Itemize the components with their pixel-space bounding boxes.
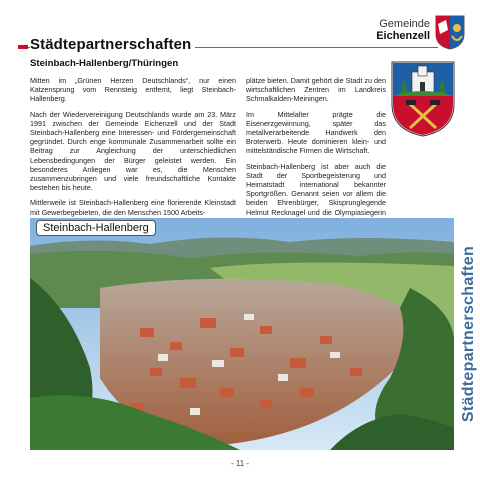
text-column-left	[30, 76, 236, 223]
paragraph: Mittlerweile ist Steinbach-Hallenberg eine florierende Kleinstadt mit Gewerbegebieten, die den Menschen 1500 Arbeits-	[30, 198, 236, 217]
paragraph: Mitten im „Grünen Herzen Deutschlands“, nur einen Katzensprung vom Rennsteig entfernt, liegt Steinbach-Hallenberg.	[30, 76, 236, 104]
paragraph: Im Mittelalter prägte die Eisenerzgewinnung, später das metallverarbeitende Handwerk den Broterwerb. Heute dominieren klein- und mittelständische Firmen die Wirtschaft.	[246, 109, 386, 156]
page-number: - 11 -	[230, 459, 250, 468]
article-subheading: Steinbach-Hallenberg/Thüringen	[30, 58, 179, 69]
brand-line2: Eichenzell	[376, 30, 430, 42]
paragraph: Nach der Wiedervereinigung Deutschlands wurde am 23. März 1991 zwischen der Gemeinde Eichenzell und der Stadt Steinbach-Hallenberg eine Interessen- und Fördergemeinschaft gegründet. Durch enge kommunale Zusammenarbeit sollte ein Beitrag zur Angleichung der unterschiedlichen Lebensbedingungen der Bürger geleistet werden. Ein besonderes Anliegen war es, die Menschen zusammenzubringen und viele freundschaftliche Kontakte bestehen bis heute.	[30, 109, 236, 193]
page-title: Städtepartnerschaften	[30, 36, 195, 53]
text-column-right	[246, 76, 386, 232]
photo-caption: Steinbach-Hallenberg	[36, 220, 156, 236]
side-section-label: Städtepartnerschaften	[460, 245, 477, 423]
town-aerial-photo	[30, 218, 454, 450]
brand-name	[376, 18, 430, 42]
aerial-view-illustration	[30, 218, 454, 450]
paragraph: Steinbach-Hallenberg ist aber auch die Stadt der Sportbegeisterung und Heimatstadt international bekannter Sportgrößen. Genannt seien vor allem die beiden Ehrenbürger, Skisprunglegende Helmut Recknagel und die Olympiasiegerin	[246, 161, 386, 217]
eichenzell-coat-of-arms-icon	[434, 14, 466, 50]
paragraph: plätze bieten. Damit gehört die Stadt zu den wirtschaftlichen Zentren im Landkreis Schmalkalden-Meiningen.	[246, 76, 386, 104]
brand-line1: Gemeinde	[379, 18, 430, 30]
steinbach-hallenberg-coat-of-arms-icon	[390, 60, 456, 138]
header-accent	[18, 45, 28, 49]
